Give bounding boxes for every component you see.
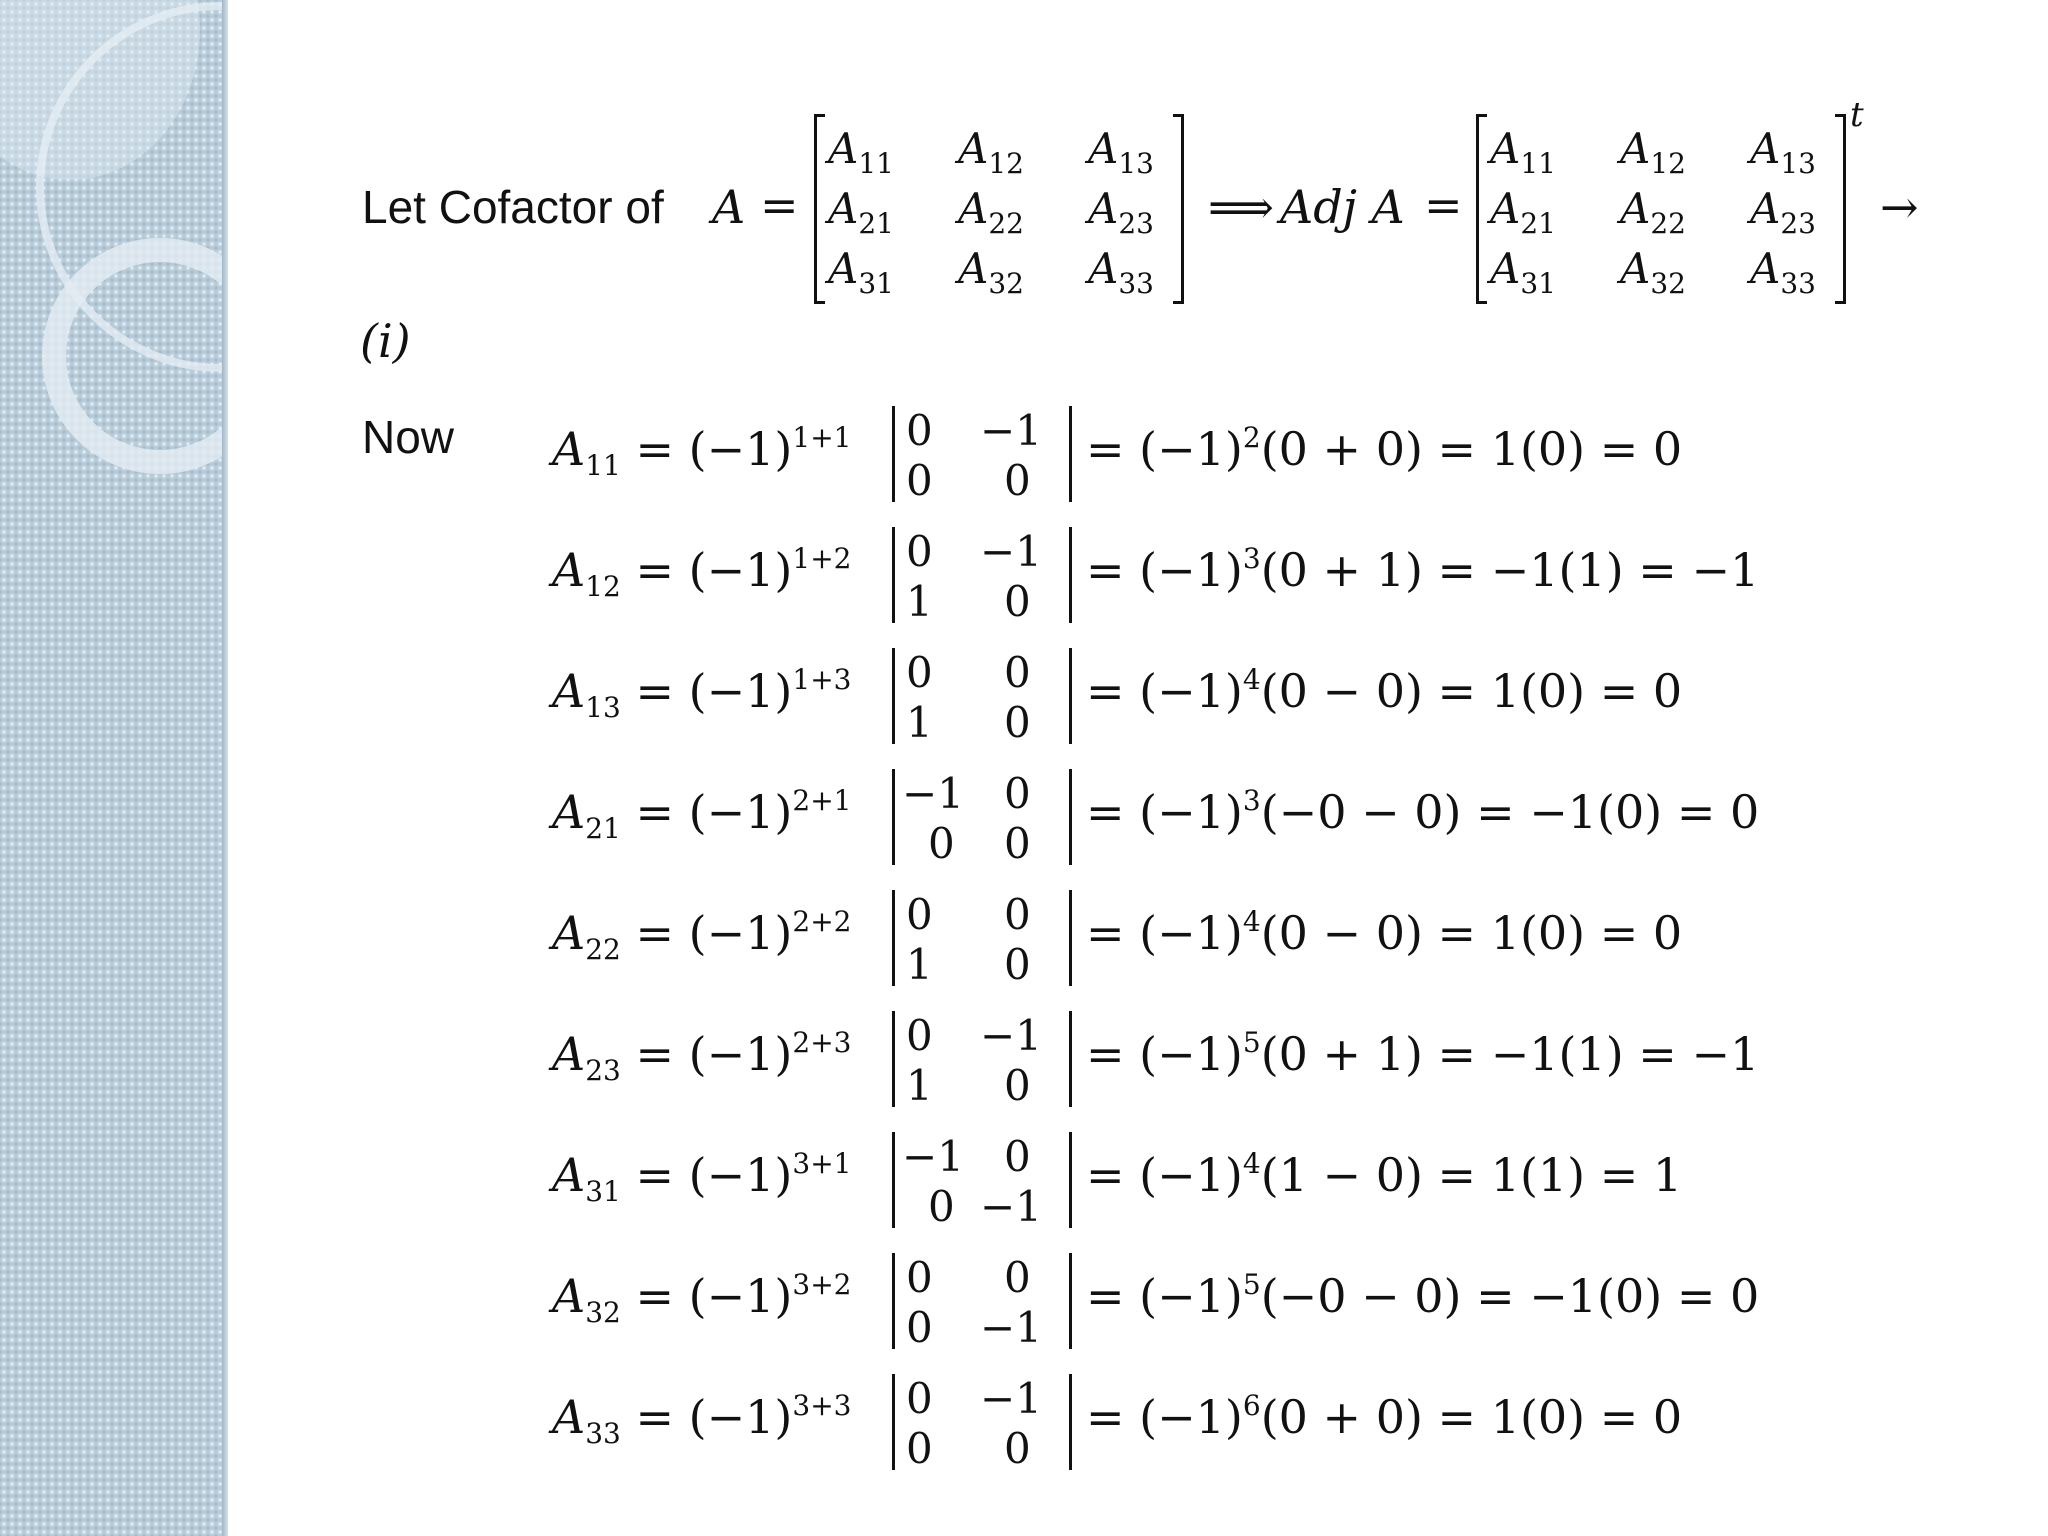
determinant-entry: −1 (980, 406, 1042, 455)
cofactor-subscript: 21 (585, 812, 621, 845)
determinant-entry: 0 (906, 1374, 933, 1423)
result-sign: = (−1) (1086, 1269, 1243, 1323)
determinant-bar-left (892, 769, 895, 865)
minor-determinant (892, 1011, 1072, 1110)
determinant-entry: 0 (1004, 456, 1031, 505)
implies-sign: ⟹ (1208, 180, 1274, 234)
determinant-entry: 1 (906, 1061, 933, 1110)
cofactor-exponent: 1+1 (792, 421, 852, 454)
result-exponent: 4 (1242, 663, 1261, 696)
cofactor-var: A (552, 422, 586, 476)
result-value: (0 + 1) = −1(1) = −1 (1260, 1027, 1760, 1081)
determinant-bar-right (1069, 406, 1072, 502)
minor-determinant (892, 1132, 1072, 1231)
result-exponent: 5 (1242, 1026, 1261, 1059)
cofactor-var: A (552, 1390, 586, 1444)
determinant-entry: 0 (906, 527, 933, 576)
result-sign: = (−1) (1086, 543, 1243, 597)
determinant-entry: −1 (980, 1303, 1042, 1352)
cofactor-subscript: 11 (585, 449, 621, 482)
matrix-cell: $A_{31}$ (828, 244, 894, 300)
determinant-entry: 0 (1004, 819, 1031, 868)
cofactor-var: A (552, 1269, 586, 1323)
determinant-bar-left (892, 1132, 895, 1228)
result-exponent: 3 (1242, 542, 1261, 575)
determinant-entry: 0 (1004, 698, 1031, 747)
determinant-bar-left (892, 406, 895, 502)
cofactor-exponent: 3+2 (792, 1268, 852, 1301)
cofactor-sign: = (−1) (620, 543, 793, 597)
cofactor-result (1086, 1147, 1683, 1202)
determinant-entry: 0 (906, 1303, 933, 1352)
cofactor-sign: = (−1) (620, 1148, 793, 1202)
bracket-right (1173, 114, 1184, 304)
decorative-sidebar (0, 0, 228, 1536)
cofactor-sign: = (−1) (620, 1027, 793, 1081)
cofactor-lhs (552, 1147, 852, 1208)
intro-text: Let Cofactor of (362, 181, 664, 233)
determinant-bar-right (1069, 1011, 1072, 1107)
matrix-cell: $A_{21}$ (1490, 184, 1556, 240)
determinant-entry: −1 (902, 1132, 964, 1181)
minor-determinant (892, 527, 1072, 626)
matrix-cell: $A_{13}$ (1750, 124, 1816, 180)
cofactor-lhs (552, 905, 852, 966)
determinant-entry: −1 (980, 1011, 1042, 1060)
matrix-cell: $A_{12}$ (958, 124, 1024, 180)
cofactor-result (1086, 1026, 1760, 1081)
cofactor-exponent: 3+3 (792, 1389, 852, 1422)
determinant-bar-left (892, 648, 895, 744)
determinant-bar-right (1069, 769, 1072, 865)
matrix-cell: $A_{31}$ (1490, 244, 1556, 300)
cofactor-result (1086, 1268, 1760, 1323)
cofactor-lhs (552, 1026, 852, 1087)
cofactor-sign: = (−1) (620, 664, 793, 718)
cofactor-lhs (552, 421, 852, 482)
determinant-entry: 1 (906, 940, 933, 989)
determinant-entry: −1 (980, 1182, 1042, 1231)
determinant-bar-right (1069, 527, 1072, 623)
bracket-left (814, 114, 825, 304)
cofactor-var: A (552, 664, 586, 718)
result-value: (1 − 0) = 1(1) = 1 (1260, 1148, 1683, 1202)
result-value: (0 + 0) = 1(0) = 0 (1260, 1390, 1683, 1444)
arrow-icon: → (1880, 180, 1919, 234)
result-exponent: 6 (1242, 1389, 1261, 1422)
determinant-entry: 0 (1004, 1132, 1031, 1181)
cofactor-subscript: 33 (585, 1417, 621, 1450)
determinant-entry: 0 (1004, 940, 1031, 989)
cofactor-result (1086, 542, 1760, 597)
cofactor-lhs (552, 1268, 852, 1329)
result-value: (0 + 0) = 1(0) = 0 (1260, 422, 1683, 476)
cofactor-sign: = (−1) (620, 1390, 793, 1444)
matrix-cell: $A_{23}$ (1750, 184, 1816, 240)
minor-determinant (892, 1374, 1072, 1473)
cofactor-exponent: 1+3 (792, 663, 852, 696)
result-sign: = (−1) (1086, 664, 1243, 718)
minor-determinant (892, 1253, 1072, 1352)
bracket-left (1476, 114, 1487, 304)
determinant-entry: 0 (928, 819, 955, 868)
cofactor-subscript: 32 (585, 1296, 621, 1329)
cofactor-lhs (552, 663, 852, 724)
matrix-cell: $A_{11}$ (828, 124, 894, 180)
determinant-entry: 0 (1004, 648, 1031, 697)
result-value: (0 + 1) = −1(1) = −1 (1260, 543, 1760, 597)
sidebar-edge (222, 0, 228, 1536)
cofactor-sign: = (−1) (620, 785, 793, 839)
matrix-cell: $A_{12}$ (1620, 124, 1686, 180)
matrix-cell: $A_{11}$ (1490, 124, 1556, 180)
determinant-entry: 0 (906, 406, 933, 455)
determinant-entry: 0 (1004, 890, 1031, 939)
result-value: (−0 − 0) = −1(0) = 0 (1260, 785, 1760, 839)
minor-determinant (892, 769, 1072, 868)
determinant-entry: 0 (1004, 1061, 1031, 1110)
matrix-cell: $A_{22}$ (958, 184, 1024, 240)
result-value: (0 − 0) = 1(0) = 0 (1260, 906, 1683, 960)
determinant-entry: 0 (1004, 1424, 1031, 1473)
determinant-entry: 0 (906, 648, 933, 697)
matrix-cell: $A_{23}$ (1088, 184, 1154, 240)
cofactor-sign: = (−1) (620, 906, 793, 960)
cofactor-lhs (552, 784, 852, 845)
result-exponent: 4 (1242, 905, 1261, 938)
determinant-bar-left (892, 1374, 895, 1470)
cofactor-subscript: 22 (585, 933, 621, 966)
matrix-cell: $A_{21}$ (828, 184, 894, 240)
cofactor-result (1086, 421, 1683, 476)
bracket-right (1835, 114, 1846, 304)
result-value: (0 − 0) = 1(0) = 0 (1260, 664, 1683, 718)
matrix-cell: $A_{33}$ (1750, 244, 1816, 300)
cofactor-lhs (552, 1389, 852, 1450)
determinant-bar-right (1069, 1374, 1072, 1470)
cofactor-sign: = (−1) (620, 1269, 793, 1323)
determinant-bar-right (1069, 890, 1072, 986)
matrix-cell: $A_{22}$ (1620, 184, 1686, 240)
cofactor-exponent: 2+3 (792, 1026, 852, 1059)
cofactor-result (1086, 905, 1683, 960)
determinant-entry: 0 (906, 1424, 933, 1473)
cofactor-subscript: 13 (585, 691, 621, 724)
result-sign: = (−1) (1086, 1027, 1243, 1081)
determinant-bar-right (1069, 1132, 1072, 1228)
determinant-entry: 0 (1004, 577, 1031, 626)
result-value: (−0 − 0) = −1(0) = 0 (1260, 1269, 1760, 1323)
matrix-cell: $A_{32}$ (1620, 244, 1686, 300)
result-sign: = (−1) (1086, 1148, 1243, 1202)
cofactor-result (1086, 784, 1760, 839)
determinant-entry: −1 (980, 1374, 1042, 1423)
cofactor-subscript: 31 (585, 1175, 621, 1208)
minor-determinant (892, 406, 1072, 505)
result-sign: = (−1) (1086, 1390, 1243, 1444)
determinant-entry: 0 (906, 1011, 933, 1060)
cofactor-subscript: 12 (585, 570, 621, 603)
result-sign: = (−1) (1086, 906, 1243, 960)
cofactor-lhs (552, 542, 852, 603)
minor-determinant (892, 890, 1072, 989)
determinant-bar-left (892, 890, 895, 986)
determinant-entry: 0 (928, 1182, 955, 1231)
adjoint-matrix (1476, 114, 1846, 304)
cofactor-sign: = (−1) (620, 422, 793, 476)
cofactor-var: A (552, 1148, 586, 1202)
matrix-cell: $A_{32}$ (958, 244, 1024, 300)
determinant-entry: 0 (1004, 769, 1031, 818)
cofactor-exponent: 2+1 (792, 784, 852, 817)
matrix-cell: $A_{33}$ (1088, 244, 1154, 300)
result-exponent: 5 (1242, 1268, 1261, 1301)
determinant-entry: 0 (1004, 1253, 1031, 1302)
equals-sign: = (760, 178, 799, 232)
cofactor-subscript: 23 (585, 1054, 621, 1087)
determinant-bar-right (1069, 1253, 1072, 1349)
determinant-bar-left (892, 1011, 895, 1107)
determinant-entry: 0 (906, 890, 933, 939)
result-sign: = (−1) (1086, 422, 1243, 476)
result-exponent: 4 (1242, 1147, 1261, 1180)
cofactor-var: A (552, 543, 586, 597)
adj-label: Adj A (1280, 180, 1405, 234)
determinant-bar-left (892, 527, 895, 623)
determinant-bar-left (892, 1253, 895, 1349)
matrix-cell: $A_{13}$ (1088, 124, 1154, 180)
transpose-mark: t (1850, 95, 1864, 135)
cofactor-matrix (814, 114, 1184, 304)
result-sign: = (−1) (1086, 785, 1243, 839)
var-a: A (712, 180, 746, 234)
determinant-entry: −1 (980, 527, 1042, 576)
determinant-entry: 1 (906, 577, 933, 626)
cofactor-result (1086, 1389, 1683, 1444)
cofactor-var: A (552, 906, 586, 960)
result-exponent: 3 (1242, 784, 1261, 817)
cofactor-exponent: 3+1 (792, 1147, 852, 1180)
determinant-entry: −1 (902, 769, 964, 818)
cofactor-exponent: 1+2 (792, 542, 852, 575)
determinant-bar-right (1069, 648, 1072, 744)
determinant-entry: 0 (906, 456, 933, 505)
cofactor-var: A (552, 1027, 586, 1081)
determinant-entry: 0 (906, 1253, 933, 1302)
label-i: (i) (360, 314, 411, 368)
determinant-entry: 1 (906, 698, 933, 747)
now-label: Now (362, 411, 455, 463)
minor-determinant (892, 648, 1072, 747)
cofactor-var: A (552, 785, 586, 839)
cofactor-result (1086, 663, 1683, 718)
equals-sign-2: = (1424, 178, 1463, 232)
result-exponent: 2 (1242, 421, 1261, 454)
cofactor-exponent: 2+2 (792, 905, 852, 938)
